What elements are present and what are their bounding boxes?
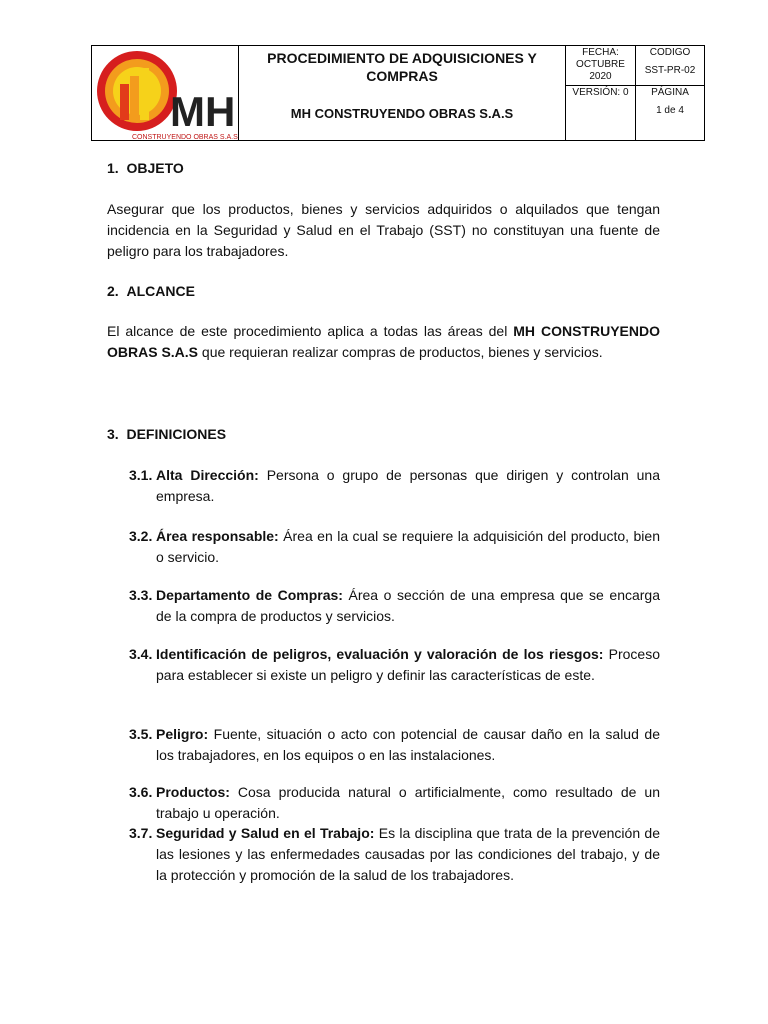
section-heading-objeto (107, 160, 184, 176)
definition-text: Persona o grupo de personas que dirigen y controlan una empresa. (156, 467, 660, 504)
definition-text: Proceso para establecer si existe un peligro y definir las características de este. (156, 646, 660, 683)
fecha-cell (566, 46, 636, 86)
version-label: VERSIÓN: 0 (572, 87, 629, 98)
logo-text: MH (170, 88, 236, 135)
definition-number: 3.3. (129, 587, 153, 603)
section-number: 3. (107, 426, 119, 442)
definition-number: 3.5. (129, 726, 153, 742)
definition-term: Peligro: (156, 726, 209, 742)
definition-term: Identificación de peligros, evaluación y valoración de los riesgos: (156, 646, 604, 662)
definition-text: Fuente, situación o acto con potencial de causar daño en la salud de los trabajadores, en los equipos o en las instalaciones. (156, 726, 660, 763)
fecha-year: 2020 (589, 71, 612, 82)
logo-graphic (92, 46, 238, 140)
definition-item (129, 823, 660, 886)
alcance-paragraph (107, 321, 660, 363)
pagina-cell (636, 86, 704, 140)
definition-item (129, 585, 660, 627)
company-name: MH CONSTRUYENDO OBRAS S.A.S (290, 106, 514, 121)
section-number: 2. (107, 283, 119, 299)
company-logo (92, 46, 239, 140)
definition-text: Cosa producida natural o artificialmente, como resultado de un trabajo u operación. (156, 784, 660, 821)
alcance-company: MH CONSTRUYENDO OBRAS S.A.S (107, 323, 660, 360)
definition-item (129, 782, 660, 824)
definition-term: Departamento de Compras: (156, 587, 343, 603)
alcance-text-post: que requieran realizar compras de productos, bienes y servicios. (198, 344, 603, 360)
definition-number: 3.6. (129, 784, 153, 800)
codigo-value: SST-PR-02 (644, 65, 696, 76)
definition-text: Es la disciplina que trata de la prevención de las lesiones y las enfermedades causadas por las condiciones del trabajo, y de la protección y promoción de la salud de los trabajadores. (156, 825, 660, 883)
pagina-label: PÁGINA (651, 87, 689, 98)
document-header (91, 45, 705, 141)
definition-term: Productos: (156, 784, 230, 800)
definition-number: 3.7. (129, 825, 153, 841)
definition-number: 3.2. (129, 528, 153, 544)
section-title: ALCANCE (126, 283, 195, 299)
fecha-month: OCTUBRE (576, 59, 625, 70)
fecha-label: FECHA: (582, 47, 619, 58)
codigo-label: CODIGO (649, 47, 691, 58)
definition-term: Área responsable: (156, 528, 279, 544)
section-heading-definiciones (107, 426, 226, 442)
section-title: DEFINICIONES (126, 426, 227, 442)
alcance-text-pre: El alcance de este procedimiento aplica a todas las áreas del (107, 323, 514, 339)
version-cell (566, 86, 636, 140)
section-heading-alcance (107, 283, 195, 299)
definition-item (129, 724, 660, 766)
codigo-cell (636, 46, 704, 86)
definition-text: Área en la cual se requiere la adquisición del producto, bien o servicio. (156, 528, 660, 565)
definition-term: Seguridad y Salud en el Trabajo: (156, 825, 375, 841)
definition-number: 3.1. (129, 467, 153, 483)
definition-number: 3.4. (129, 646, 153, 662)
definition-item (129, 465, 660, 507)
logo-subtitle: CONSTRUYENDO OBRAS S.A.S (132, 134, 238, 140)
definition-text: Área o sección de una empresa que se encarga de la compra de productos y servicios. (156, 587, 660, 624)
header-title-cell (239, 46, 566, 140)
pagina-value: 1 de 4 (656, 105, 684, 116)
definition-item (129, 644, 660, 686)
definition-item (129, 526, 660, 568)
objeto-paragraph: Asegurar que los productos, bienes y servicios adquiridos o alquilados que tengan incidencia en la Seguridad y Salud en el Trabajo (SST) no constituyan una fuente de peligro para los trabajadores. (107, 201, 660, 259)
section-number: 1. (107, 160, 119, 176)
section-title: OBJETO (126, 160, 184, 176)
definition-term: Alta Dirección: (156, 467, 259, 483)
document-title: PROCEDIMIENTO DE ADQUISICIONES Y COMPRAS (267, 50, 537, 84)
